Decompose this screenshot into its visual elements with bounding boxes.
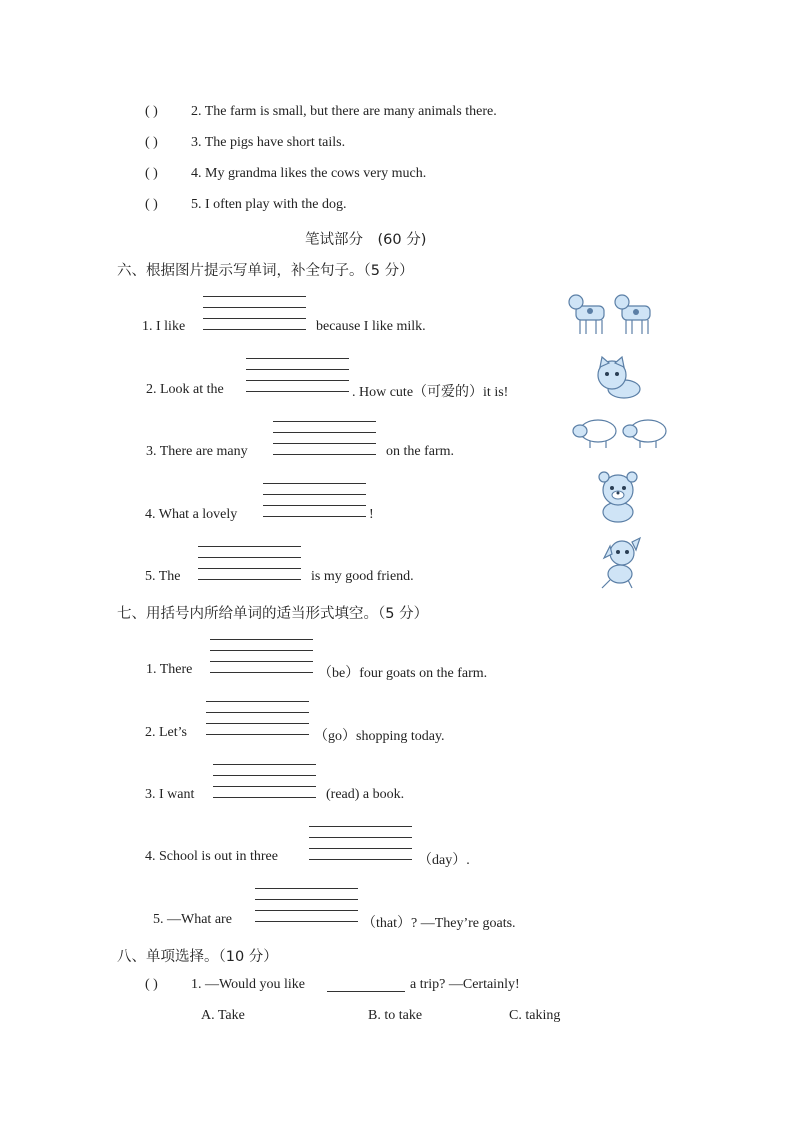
option-b[interactable]: B. to take <box>368 1008 423 1023</box>
item-text: (read) a book. <box>326 787 405 802</box>
item-text: 2. The farm is small, but there are many animals there. <box>191 104 497 119</box>
item-text: ! <box>369 507 374 522</box>
written-part-heading: 笔试部分 (60 分) <box>305 232 427 248</box>
item-text: 5. —What are <box>153 912 232 927</box>
cat-icon <box>590 355 646 401</box>
item-text: on the farm. <box>386 444 455 459</box>
item-text: because I like milk. <box>316 319 426 334</box>
item-text: （that）? —They’re goats. <box>362 916 516 931</box>
cows-icon <box>566 290 666 338</box>
item-text: （day）. <box>418 853 470 868</box>
answer-paren[interactable]: ( ) <box>145 135 158 150</box>
item-text: 3. The pigs have short tails. <box>191 135 346 150</box>
item-text: 4. My grandma likes the cows very much. <box>191 166 427 181</box>
item-text: a trip? —Certainly! <box>410 977 520 992</box>
sheep-icon <box>570 415 674 451</box>
option-c[interactable]: C. taking <box>509 1008 561 1023</box>
item-text: 1. There <box>146 662 193 677</box>
item-text: . How cute（可爱的）it is! <box>352 385 509 400</box>
answer-blank[interactable] <box>327 979 405 992</box>
option-a[interactable]: A. Take <box>201 1008 245 1023</box>
item-text: 4. What a lovely <box>145 507 238 522</box>
item-text: 5. I often play with the dog. <box>191 197 347 212</box>
section-8-title: 八、单项选择。（10 分） <box>117 949 278 965</box>
bear-icon <box>594 470 642 524</box>
answer-paren[interactable]: ( ) <box>145 977 158 992</box>
item-text: is my good friend. <box>311 569 414 584</box>
section-6-title: 六、根据图片提示写单词，补全句子。（5 分） <box>117 263 414 279</box>
item-text: 1. I like <box>142 319 186 334</box>
dog-icon <box>596 536 646 592</box>
answer-paren[interactable]: ( ) <box>145 104 158 119</box>
item-text: 3. There are many <box>146 444 248 459</box>
answer-paren[interactable]: ( ) <box>145 166 158 181</box>
item-text: 1. —Would you like <box>191 977 305 992</box>
item-text: 2. Look at the <box>146 382 224 397</box>
item-text: 2. Let’s <box>145 725 187 740</box>
section-7-title: 七、用括号内所给单词的适当形式填空。（5 分） <box>117 606 429 622</box>
item-text: 4. School is out in three <box>145 849 278 864</box>
item-text: （be）four goats on the farm. <box>318 666 488 681</box>
item-text: 3. I want <box>145 787 195 802</box>
answer-paren[interactable]: ( ) <box>145 197 158 212</box>
item-text: 5. The <box>145 569 181 584</box>
item-text: （go）shopping today. <box>314 729 445 744</box>
